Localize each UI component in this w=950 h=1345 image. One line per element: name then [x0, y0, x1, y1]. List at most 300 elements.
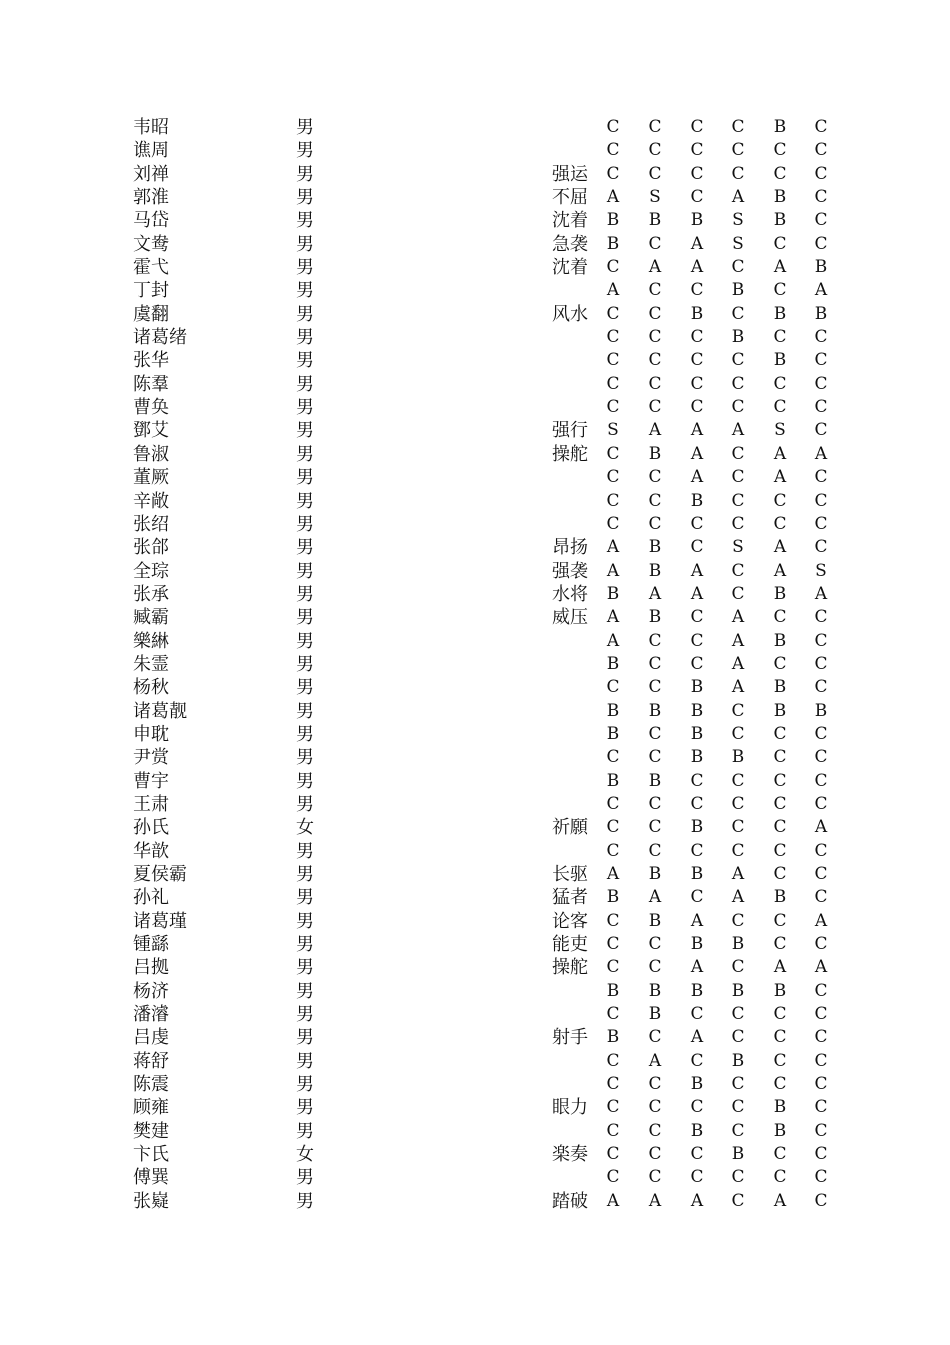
aptitude-grade: C	[648, 934, 662, 955]
aptitude-grade: A	[773, 257, 787, 278]
aptitude-grade: B	[648, 560, 662, 581]
aptitude-grade: C	[648, 163, 662, 184]
aptitude-grade: C	[606, 490, 620, 511]
officer-gender: 男	[296, 583, 314, 605]
aptitude-grade: C	[814, 980, 828, 1001]
aptitude-grade: C	[773, 373, 787, 394]
table-row	[0, 303, 950, 326]
officer-skill: 操舵	[552, 957, 588, 979]
table-row	[0, 793, 950, 816]
officer-gender: 男	[296, 864, 314, 885]
aptitude-grade: B	[690, 1074, 704, 1095]
aptitude-grade: C	[773, 747, 787, 768]
officer-name: 辛敞	[133, 490, 169, 512]
aptitude-grade: C	[690, 887, 704, 908]
officer-name: 刘禅	[133, 163, 169, 185]
aptitude-grade: C	[648, 1144, 662, 1165]
aptitude-grade: C	[731, 443, 745, 464]
aptitude-grade: C	[648, 280, 662, 301]
aptitude-grade: C	[606, 303, 620, 324]
aptitude-grade: C	[814, 677, 828, 698]
officer-gender: 男	[296, 397, 314, 419]
table-row	[0, 209, 950, 232]
aptitude-grade: C	[773, 327, 787, 348]
aptitude-grade: C	[731, 1027, 745, 1048]
aptitude-grade: C	[814, 1074, 828, 1095]
officer-gender: 男	[296, 303, 314, 325]
officer-skill: 强袭	[552, 560, 588, 582]
aptitude-grade: C	[648, 840, 662, 861]
aptitude-grade: C	[690, 117, 704, 137]
aptitude-grade: C	[814, 607, 828, 628]
aptitude-grade: C	[814, 1190, 828, 1211]
officer-skill: 猛者	[552, 887, 588, 909]
aptitude-grade: A	[648, 420, 662, 441]
officer-name: 锺繇	[133, 934, 169, 956]
officer-gender: 男	[296, 350, 314, 372]
table-row	[0, 1003, 950, 1026]
officer-gender: 男	[296, 187, 314, 209]
aptitude-grade: A	[731, 677, 745, 698]
aptitude-grade: C	[648, 1167, 662, 1188]
officer-gender: 男	[296, 957, 314, 979]
officer-gender: 男	[296, 420, 314, 442]
aptitude-grade: B	[606, 583, 620, 604]
aptitude-grade: B	[690, 490, 704, 511]
aptitude-grade: C	[606, 1167, 620, 1188]
aptitude-grade: B	[814, 700, 828, 721]
officer-skill: 威压	[552, 607, 588, 629]
aptitude-grade: C	[606, 257, 620, 278]
aptitude-grade: C	[690, 327, 704, 348]
aptitude-grade: C	[606, 1050, 620, 1071]
aptitude-grade: A	[648, 583, 662, 604]
aptitude-grade: C	[814, 490, 828, 511]
aptitude-grade: A	[606, 607, 620, 628]
officer-name: 朱霊	[133, 653, 169, 675]
officer-gender: 男	[296, 233, 314, 255]
aptitude-grade: B	[606, 770, 620, 791]
table-row	[0, 956, 950, 979]
aptitude-grade: A	[731, 630, 745, 651]
aptitude-grade: C	[648, 1120, 662, 1141]
aptitude-grade: C	[606, 350, 620, 371]
table-row	[0, 606, 950, 629]
aptitude-grade: C	[606, 467, 620, 488]
aptitude-grade: C	[731, 560, 745, 581]
table-row	[0, 163, 950, 186]
aptitude-grade: B	[690, 700, 704, 721]
officer-gender: 男	[296, 934, 314, 956]
officer-skill: 祈願	[552, 817, 588, 839]
aptitude-grade: C	[606, 677, 620, 698]
table-row	[0, 1190, 950, 1213]
officer-name: 诸葛绪	[133, 327, 187, 349]
officer-name: 蒋舒	[133, 1050, 169, 1072]
table-row	[0, 1096, 950, 1119]
aptitude-grade: C	[814, 840, 828, 861]
officer-skill: 长驱	[552, 864, 588, 885]
aptitude-grade: B	[731, 980, 745, 1001]
officer-skill: 水将	[552, 583, 588, 605]
aptitude-grade: A	[690, 420, 704, 441]
aptitude-grade: A	[731, 864, 745, 884]
aptitude-grade: B	[814, 257, 828, 278]
officer-name: 文鸯	[133, 233, 169, 255]
aptitude-grade: B	[773, 583, 787, 604]
aptitude-grade: S	[649, 187, 661, 208]
aptitude-grade: A	[731, 607, 745, 628]
table-row	[0, 933, 950, 956]
officer-name: 顾雍	[133, 1097, 169, 1119]
officer-gender: 男	[296, 840, 314, 862]
aptitude-grade: C	[814, 537, 828, 558]
table-row	[0, 233, 950, 256]
officer-gender: 男	[296, 513, 314, 535]
aptitude-grade: B	[690, 303, 704, 324]
aptitude-grade: C	[814, 210, 828, 231]
aptitude-grade: C	[814, 1144, 828, 1165]
aptitude-grade: C	[690, 187, 704, 208]
table-row	[0, 256, 950, 279]
aptitude-grade: C	[731, 350, 745, 371]
aptitude-grade: B	[648, 443, 662, 464]
aptitude-grade: C	[648, 747, 662, 768]
aptitude-grade: C	[731, 117, 745, 137]
officer-name: 韦昭	[133, 117, 169, 138]
aptitude-grade: C	[648, 630, 662, 651]
aptitude-grade: C	[690, 280, 704, 301]
aptitude-grade: C	[690, 607, 704, 628]
table-row	[0, 1143, 950, 1166]
aptitude-grade: C	[648, 957, 662, 978]
aptitude-grade: C	[814, 1027, 828, 1048]
aptitude-grade: B	[773, 700, 787, 721]
table-row	[0, 653, 950, 676]
officer-gender: 男	[296, 1027, 314, 1049]
officer-name: 杨济	[133, 980, 169, 1002]
officer-name: 郭淮	[133, 187, 169, 209]
table-row	[0, 840, 950, 863]
officer-gender: 男	[296, 1097, 314, 1119]
aptitude-grade: C	[690, 1004, 704, 1025]
aptitude-grade: C	[814, 793, 828, 814]
officer-name: 陈震	[133, 1074, 169, 1096]
table-row	[0, 186, 950, 209]
officer-name: 诸葛瑾	[133, 910, 187, 932]
officer-gender: 男	[296, 630, 314, 652]
aptitude-grade: B	[606, 700, 620, 721]
table-row	[0, 396, 950, 419]
aptitude-grade: C	[773, 817, 787, 838]
table-row	[0, 349, 950, 372]
aptitude-grade: C	[606, 793, 620, 814]
aptitude-grade: A	[690, 957, 704, 978]
aptitude-grade: C	[814, 1097, 828, 1118]
officer-name: 鄧艾	[133, 420, 169, 442]
aptitude-grade: B	[773, 677, 787, 698]
aptitude-grade: B	[731, 280, 745, 301]
aptitude-grade: C	[731, 513, 745, 534]
aptitude-grade: B	[606, 653, 620, 674]
officer-table	[0, 116, 950, 1213]
aptitude-grade: A	[773, 560, 787, 581]
aptitude-grade: C	[731, 1074, 745, 1095]
aptitude-grade: C	[648, 467, 662, 488]
officer-gender: 男	[296, 210, 314, 232]
aptitude-grade: C	[814, 770, 828, 791]
aptitude-grade: A	[690, 443, 704, 464]
officer-skill: 强行	[552, 420, 588, 442]
aptitude-grade: A	[690, 560, 704, 581]
aptitude-grade: C	[814, 1050, 828, 1071]
aptitude-grade: B	[690, 980, 704, 1001]
aptitude-grade: C	[690, 1050, 704, 1071]
aptitude-grade: C	[606, 840, 620, 861]
officer-name: 傅巽	[133, 1167, 169, 1189]
aptitude-grade: C	[773, 1144, 787, 1165]
officer-name: 申耽	[133, 723, 169, 745]
table-row	[0, 630, 950, 653]
aptitude-grade: B	[606, 233, 620, 254]
aptitude-grade: C	[773, 723, 787, 744]
aptitude-grade: C	[814, 747, 828, 768]
officer-skill: 论客	[552, 910, 588, 932]
officer-name: 曹奂	[133, 397, 169, 419]
aptitude-grade: B	[606, 1027, 620, 1048]
table-row	[0, 700, 950, 723]
aptitude-grade: C	[648, 140, 662, 161]
officer-skill: 风水	[552, 303, 588, 325]
aptitude-grade: C	[606, 1097, 620, 1118]
aptitude-grade: C	[814, 513, 828, 534]
aptitude-grade: C	[731, 490, 745, 511]
table-row	[0, 373, 950, 396]
aptitude-grade: C	[814, 934, 828, 955]
aptitude-grade: C	[648, 303, 662, 324]
aptitude-grade: C	[814, 723, 828, 744]
aptitude-grade: C	[731, 257, 745, 278]
aptitude-grade: B	[606, 887, 620, 908]
table-row	[0, 490, 950, 513]
aptitude-grade: A	[814, 443, 828, 464]
aptitude-grade: C	[606, 1144, 620, 1165]
aptitude-grade: A	[731, 420, 745, 441]
aptitude-grade: A	[606, 630, 620, 651]
aptitude-grade: C	[773, 607, 787, 628]
aptitude-grade: C	[731, 163, 745, 184]
officer-name: 全琮	[133, 560, 169, 582]
officer-name: 虞翻	[133, 303, 169, 325]
table-row	[0, 466, 950, 489]
aptitude-grade: A	[731, 187, 745, 208]
officer-skill: 不屈	[552, 187, 588, 209]
officer-gender: 男	[296, 373, 314, 395]
aptitude-grade: C	[773, 1027, 787, 1048]
officer-gender: 男	[296, 723, 314, 745]
aptitude-grade: C	[731, 770, 745, 791]
officer-name: 鲁淑	[133, 443, 169, 465]
officer-gender: 男	[296, 1190, 314, 1212]
officer-gender: 男	[296, 327, 314, 349]
officer-gender: 男	[296, 1120, 314, 1142]
aptitude-grade: B	[731, 1144, 745, 1165]
aptitude-grade: C	[814, 397, 828, 418]
aptitude-grade: C	[648, 1097, 662, 1118]
aptitude-grade: B	[731, 747, 745, 768]
aptitude-grade: C	[690, 513, 704, 534]
aptitude-grade: B	[814, 303, 828, 324]
officer-skill: 急袭	[552, 233, 588, 255]
table-row	[0, 770, 950, 793]
table-row	[0, 1026, 950, 1049]
aptitude-grade: C	[648, 653, 662, 674]
officer-skill: 沈着	[552, 210, 588, 232]
officer-gender: 男	[296, 257, 314, 279]
aptitude-grade: A	[773, 467, 787, 488]
aptitude-grade: B	[648, 770, 662, 791]
officer-name: 张郃	[133, 537, 169, 559]
officer-skill: 昂扬	[552, 537, 588, 559]
aptitude-grade: A	[814, 957, 828, 978]
aptitude-grade: C	[731, 793, 745, 814]
aptitude-grade: C	[690, 140, 704, 161]
table-row	[0, 536, 950, 559]
aptitude-grade: A	[690, 1027, 704, 1048]
officer-gender: 男	[296, 117, 314, 138]
aptitude-grade: B	[731, 1050, 745, 1071]
aptitude-grade: C	[814, 887, 828, 908]
table-row	[0, 139, 950, 162]
aptitude-grade: C	[731, 840, 745, 861]
table-row	[0, 1050, 950, 1073]
aptitude-grade: B	[731, 934, 745, 955]
aptitude-grade: C	[773, 864, 787, 884]
aptitude-grade: C	[773, 1050, 787, 1071]
aptitude-grade: C	[814, 653, 828, 674]
aptitude-grade: C	[648, 793, 662, 814]
aptitude-grade: B	[690, 864, 704, 884]
aptitude-grade: B	[773, 1120, 787, 1141]
officer-name: 陈羣	[133, 373, 169, 395]
aptitude-grade: C	[648, 490, 662, 511]
officer-name: 杨秋	[133, 677, 169, 699]
officer-name: 张绍	[133, 513, 169, 535]
aptitude-grade: C	[773, 793, 787, 814]
aptitude-grade: B	[773, 1097, 787, 1118]
officer-gender: 男	[296, 280, 314, 302]
aptitude-grade: C	[606, 163, 620, 184]
aptitude-grade: B	[690, 1120, 704, 1141]
aptitude-grade: C	[606, 327, 620, 348]
officer-name: 潘濬	[133, 1004, 169, 1026]
aptitude-grade: C	[606, 1004, 620, 1025]
aptitude-grade: C	[690, 793, 704, 814]
table-row	[0, 513, 950, 536]
officer-name: 张嶷	[133, 1190, 169, 1212]
aptitude-grade: C	[648, 117, 662, 137]
aptitude-grade: C	[731, 910, 745, 931]
aptitude-grade: B	[773, 887, 787, 908]
aptitude-grade: B	[648, 537, 662, 558]
aptitude-grade: A	[690, 1190, 704, 1211]
aptitude-grade: B	[690, 747, 704, 768]
aptitude-grade: C	[648, 233, 662, 254]
aptitude-grade: C	[814, 327, 828, 348]
aptitude-grade: C	[814, 864, 828, 884]
aptitude-grade: C	[814, 1004, 828, 1025]
officer-name: 马岱	[133, 210, 169, 232]
aptitude-grade: C	[814, 1167, 828, 1188]
aptitude-grade: C	[731, 397, 745, 418]
aptitude-grade: C	[731, 303, 745, 324]
officer-skill: 能吏	[552, 934, 588, 956]
table-row	[0, 816, 950, 839]
aptitude-grade: C	[773, 397, 787, 418]
officer-skill: 沈着	[552, 257, 588, 279]
officer-gender: 女	[296, 817, 314, 839]
aptitude-grade: C	[814, 163, 828, 184]
aptitude-grade: A	[606, 1190, 620, 1211]
aptitude-grade: C	[690, 630, 704, 651]
table-row	[0, 1120, 950, 1143]
aptitude-grade: C	[606, 397, 620, 418]
aptitude-grade: C	[731, 957, 745, 978]
aptitude-grade: C	[731, 1097, 745, 1118]
aptitude-grade: C	[731, 373, 745, 394]
officer-name: 张华	[133, 350, 169, 372]
table-row	[0, 419, 950, 442]
aptitude-grade: C	[606, 117, 620, 137]
aptitude-grade: C	[731, 1120, 745, 1141]
aptitude-grade: C	[690, 653, 704, 674]
aptitude-grade: C	[773, 1004, 787, 1025]
aptitude-grade: A	[690, 467, 704, 488]
table-row	[0, 746, 950, 769]
table-row	[0, 1166, 950, 1189]
officer-gender: 男	[296, 1050, 314, 1072]
aptitude-grade: S	[732, 210, 744, 231]
officer-name: 霍弋	[133, 257, 169, 279]
officer-gender: 男	[296, 467, 314, 489]
aptitude-grade: B	[773, 350, 787, 371]
aptitude-grade: C	[606, 513, 620, 534]
aptitude-grade: C	[773, 140, 787, 161]
aptitude-grade: C	[814, 187, 828, 208]
aptitude-grade: C	[648, 677, 662, 698]
officer-name: 董厥	[133, 467, 169, 489]
officer-skill: 强运	[552, 163, 588, 185]
aptitude-grade: C	[773, 280, 787, 301]
aptitude-grade: C	[814, 373, 828, 394]
aptitude-grade: B	[606, 980, 620, 1001]
aptitude-grade: B	[648, 607, 662, 628]
officer-gender: 男	[296, 537, 314, 559]
aptitude-grade: C	[773, 840, 787, 861]
aptitude-grade: C	[814, 140, 828, 161]
aptitude-grade: C	[606, 140, 620, 161]
aptitude-grade: C	[690, 840, 704, 861]
officer-gender: 男	[296, 140, 314, 162]
officer-skill: 操舵	[552, 443, 588, 465]
table-row	[0, 910, 950, 933]
aptitude-grade: C	[606, 817, 620, 838]
officer-gender: 男	[296, 163, 314, 185]
officer-name: 张承	[133, 583, 169, 605]
aptitude-grade: B	[773, 303, 787, 324]
aptitude-grade: B	[648, 1004, 662, 1025]
officer-name: 丁封	[133, 280, 169, 302]
